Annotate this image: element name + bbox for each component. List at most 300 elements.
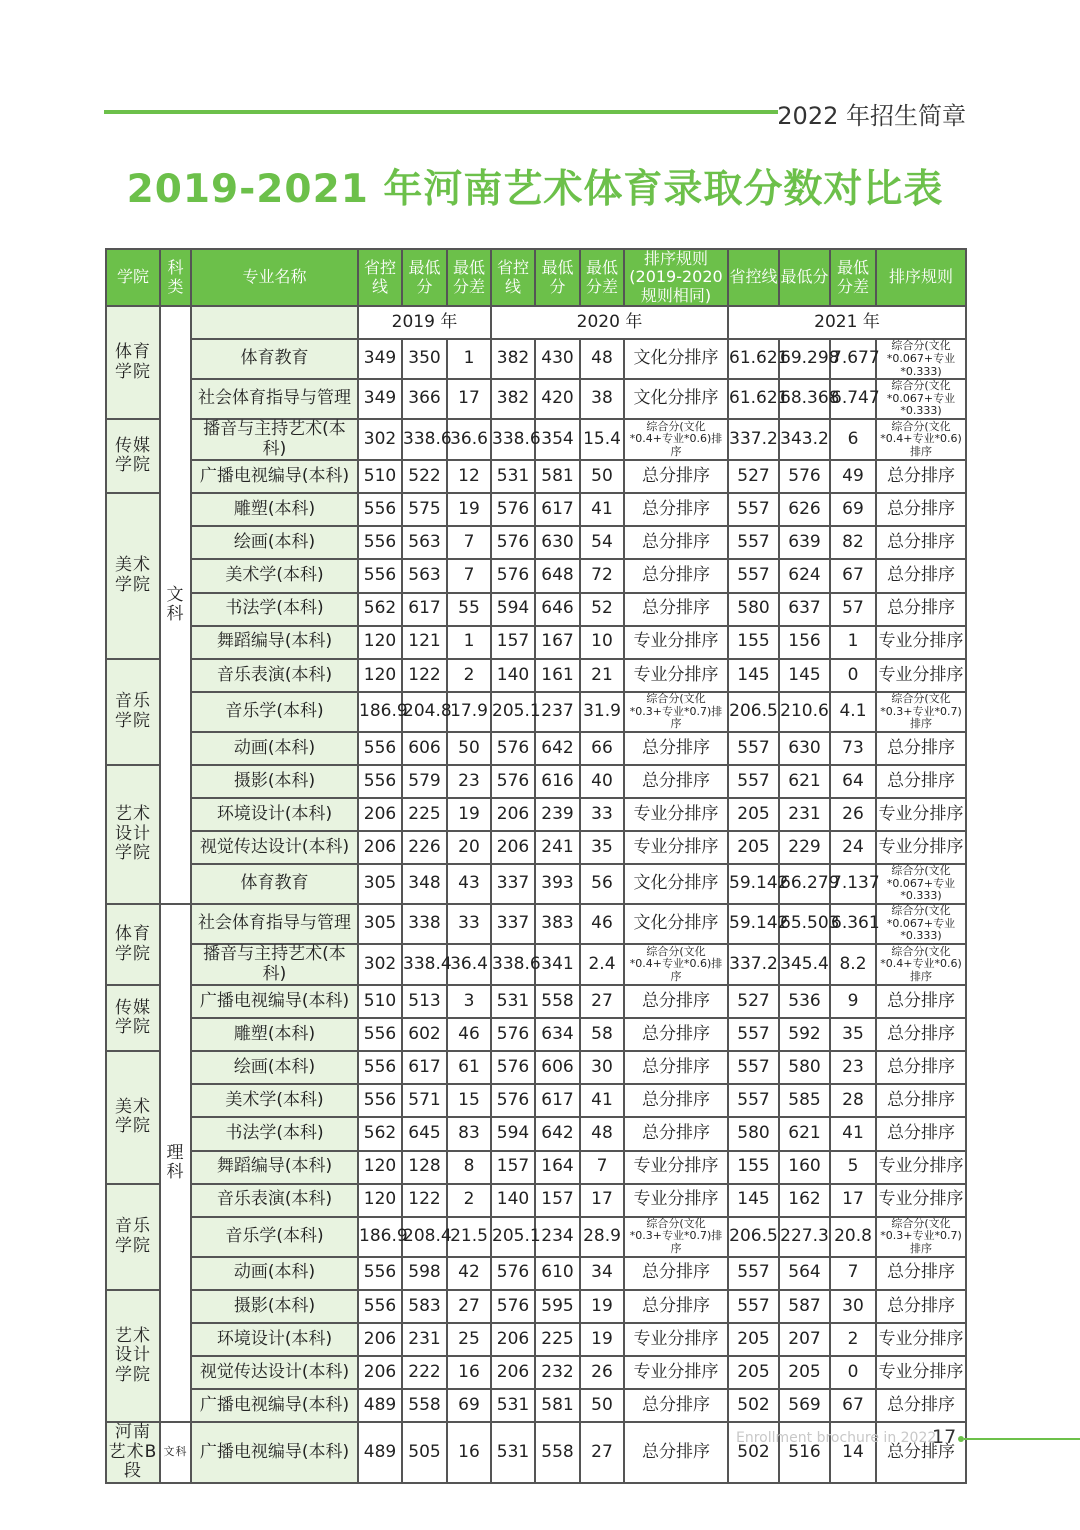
column-header: 专业名称 — [191, 249, 358, 306]
major-name: 音乐学(本科) — [191, 1217, 358, 1257]
min-score: 580 — [779, 1051, 830, 1084]
sort-rule: 总分排序 — [624, 593, 728, 626]
sort-rule: 总分排序 — [624, 1257, 728, 1290]
min-score: 121 — [402, 626, 447, 659]
sort-rule: 总分排序 — [876, 1422, 966, 1483]
major-name: 美术学(本科) — [191, 1084, 358, 1117]
control-line: 59.142 — [728, 904, 779, 944]
category-cell: 文科 — [160, 1422, 191, 1483]
min-score: 226 — [402, 831, 447, 864]
min-score: 575 — [402, 493, 447, 526]
column-header: 省控线 — [728, 249, 779, 306]
major-name: 体育教育 — [191, 864, 358, 904]
table-row — [106, 1051, 966, 1084]
control-line: 594 — [491, 1117, 535, 1150]
control-line: 120 — [358, 1151, 402, 1184]
min-diff: 8 — [447, 1151, 491, 1184]
sort-rule: 总分排序 — [876, 1051, 966, 1084]
sort-rule: 总分排序 — [624, 1422, 728, 1483]
sort-rule: 总分排序 — [876, 493, 966, 526]
min-score: 617 — [535, 1084, 580, 1117]
control-line: 576 — [491, 1257, 535, 1290]
control-line: 556 — [358, 1084, 402, 1117]
min-diff: 14 — [830, 1422, 876, 1483]
control-line: 205 — [728, 798, 779, 831]
control-line: 576 — [491, 1290, 535, 1323]
min-diff: 58 — [580, 1018, 624, 1051]
min-score: 536 — [779, 985, 830, 1018]
control-line: 206 — [491, 831, 535, 864]
min-score: 585 — [779, 1084, 830, 1117]
min-diff: 50 — [580, 1389, 624, 1422]
min-diff: 6.361 — [830, 904, 876, 944]
control-line: 556 — [358, 765, 402, 798]
column-header: 最低分 — [402, 249, 447, 306]
control-line: 206 — [358, 798, 402, 831]
table-row — [106, 593, 966, 626]
min-diff: 42 — [447, 1257, 491, 1290]
min-diff: 82 — [830, 526, 876, 559]
min-diff: 1 — [830, 626, 876, 659]
min-diff: 21.5 — [447, 1217, 491, 1257]
min-score: 239 — [535, 798, 580, 831]
year-row — [106, 306, 966, 339]
sort-rule: 总分排序 — [624, 460, 728, 493]
control-line: 557 — [728, 1257, 779, 1290]
min-diff: 27 — [580, 985, 624, 1018]
min-score: 617 — [402, 593, 447, 626]
min-score: 207 — [779, 1323, 830, 1356]
sort-rule: 专业分排序 — [876, 1323, 966, 1356]
major-name: 雕塑(本科) — [191, 493, 358, 526]
sort-rule: 总分排序 — [624, 765, 728, 798]
control-line: 557 — [728, 1084, 779, 1117]
control-line: 557 — [728, 559, 779, 592]
control-line: 576 — [491, 1084, 535, 1117]
min-score: 610 — [535, 1257, 580, 1290]
min-score: 345.4 — [779, 944, 830, 985]
min-diff: 17 — [447, 379, 491, 419]
footer-rule — [964, 1438, 1080, 1440]
sort-rule: 总分排序 — [876, 1018, 966, 1051]
sort-rule: 文化分排序 — [624, 379, 728, 419]
sort-rule: 总分排序 — [876, 559, 966, 592]
min-diff: 66 — [580, 732, 624, 765]
major-name: 播音与主持艺术(本科) — [191, 944, 358, 985]
table-row — [106, 1018, 966, 1051]
control-line: 557 — [728, 1051, 779, 1084]
major-name: 环境设计(本科) — [191, 798, 358, 831]
major-name: 广播电视编导(本科) — [191, 460, 358, 493]
min-diff: 43 — [447, 864, 491, 904]
min-diff: 16 — [447, 1356, 491, 1389]
college-cell: 音乐学院 — [106, 1184, 160, 1290]
control-line: 145 — [728, 1184, 779, 1217]
sort-rule: 总分排序 — [624, 1018, 728, 1051]
major-name: 社会体育指导与管理 — [191, 379, 358, 419]
sort-rule: 总分排序 — [624, 1051, 728, 1084]
min-score: 592 — [779, 1018, 830, 1051]
min-score: 630 — [535, 526, 580, 559]
min-diff: 2.4 — [580, 944, 624, 985]
min-diff: 19 — [447, 493, 491, 526]
min-score: 167 — [535, 626, 580, 659]
control-line: 205 — [728, 831, 779, 864]
sort-rule: 综合分(文化*0.067+专业*0.333) — [876, 379, 966, 419]
min-diff: 30 — [830, 1290, 876, 1323]
table-row — [106, 626, 966, 659]
min-score: 505 — [402, 1422, 447, 1483]
control-line: 557 — [728, 526, 779, 559]
sort-rule: 总分排序 — [624, 1084, 728, 1117]
sort-rule: 总分排序 — [624, 1117, 728, 1150]
min-score: 157 — [535, 1184, 580, 1217]
college-cell: 音乐学院 — [106, 659, 160, 765]
min-score: 626 — [779, 493, 830, 526]
college-cell: 美术学院 — [106, 1051, 160, 1183]
min-diff: 83 — [447, 1117, 491, 1150]
major-name: 书法学(本科) — [191, 593, 358, 626]
min-diff: 7 — [580, 1151, 624, 1184]
min-score: 558 — [402, 1389, 447, 1422]
control-line: 557 — [728, 732, 779, 765]
control-line: 556 — [358, 1257, 402, 1290]
control-line: 337 — [491, 904, 535, 944]
sort-rule: 专业分排序 — [624, 1356, 728, 1389]
college-cell: 体育学院 — [106, 904, 160, 985]
table-row — [106, 1217, 966, 1257]
major-name: 舞蹈编导(本科) — [191, 1151, 358, 1184]
college-cell: 体育学院 — [106, 306, 160, 419]
control-line: 531 — [491, 985, 535, 1018]
column-header: 省控线 — [491, 249, 535, 306]
category-cell: 文科 — [160, 306, 191, 904]
control-line: 382 — [491, 379, 535, 419]
major-name: 音乐表演(本科) — [191, 659, 358, 692]
sort-rule: 总分排序 — [876, 1290, 966, 1323]
control-line: 562 — [358, 1117, 402, 1150]
score-table — [105, 248, 967, 1484]
min-diff: 23 — [830, 1051, 876, 1084]
min-score: 232 — [535, 1356, 580, 1389]
sort-rule: 总分排序 — [876, 593, 966, 626]
min-score: 68.368 — [779, 379, 830, 419]
min-diff: 15 — [447, 1084, 491, 1117]
min-score: 581 — [535, 1389, 580, 1422]
control-line: 145 — [728, 659, 779, 692]
sort-rule: 总分排序 — [876, 1117, 966, 1150]
sort-rule: 综合分(文化*0.4+专业*0.6)排序 — [624, 419, 728, 460]
min-score: 128 — [402, 1151, 447, 1184]
min-score: 595 — [535, 1290, 580, 1323]
min-diff: 54 — [580, 526, 624, 559]
control-line: 305 — [358, 904, 402, 944]
control-line: 580 — [728, 593, 779, 626]
blank-cell — [191, 306, 358, 339]
min-score: 606 — [535, 1051, 580, 1084]
min-score: 598 — [402, 1257, 447, 1290]
min-score: 646 — [535, 593, 580, 626]
min-diff: 50 — [447, 732, 491, 765]
control-line: 349 — [358, 339, 402, 379]
control-line: 205.1 — [491, 692, 535, 732]
min-score: 617 — [402, 1051, 447, 1084]
min-score: 341 — [535, 944, 580, 985]
min-score: 621 — [779, 1117, 830, 1150]
control-line: 157 — [491, 1151, 535, 1184]
sort-rule: 综合分(文化*0.3+专业*0.7)排序 — [624, 1217, 728, 1257]
page-title: 2019-2021 年河南艺术体育录取分数对比表 — [126, 167, 944, 212]
table-row — [106, 1151, 966, 1184]
control-line: 489 — [358, 1389, 402, 1422]
control-line: 531 — [491, 460, 535, 493]
control-line: 302 — [358, 944, 402, 985]
table-row — [106, 1184, 966, 1217]
table-row — [106, 904, 966, 944]
table-row — [106, 1356, 966, 1389]
table-row — [106, 1323, 966, 1356]
control-line: 206.5 — [728, 1217, 779, 1257]
year-label: 2021 年 — [728, 306, 966, 339]
min-score: 569 — [779, 1389, 830, 1422]
min-diff: 0 — [830, 1356, 876, 1389]
control-line: 338.6 — [491, 419, 535, 460]
sort-rule: 综合分(文化*0.4+专业*0.6)排序 — [876, 944, 966, 985]
min-score: 227.3 — [779, 1217, 830, 1257]
min-score: 624 — [779, 559, 830, 592]
control-line: 206 — [358, 831, 402, 864]
min-diff: 36.6 — [447, 419, 491, 460]
column-header: 学院 — [106, 249, 160, 306]
college-cell: 美术学院 — [106, 493, 160, 658]
min-score: 237 — [535, 692, 580, 732]
control-line: 155 — [728, 626, 779, 659]
control-line: 510 — [358, 985, 402, 1018]
min-score: 204.8 — [402, 692, 447, 732]
min-diff: 27 — [580, 1422, 624, 1483]
control-line: 576 — [491, 559, 535, 592]
min-diff: 52 — [580, 593, 624, 626]
control-line: 580 — [728, 1117, 779, 1150]
sort-rule: 总分排序 — [876, 985, 966, 1018]
sort-rule: 专业分排序 — [624, 1184, 728, 1217]
control-line: 510 — [358, 460, 402, 493]
min-diff: 24 — [830, 831, 876, 864]
major-name: 绘画(本科) — [191, 526, 358, 559]
table-row — [106, 692, 966, 732]
control-line: 527 — [728, 460, 779, 493]
min-diff: 57 — [830, 593, 876, 626]
sort-rule: 综合分(文化*0.3+专业*0.7)排序 — [876, 1217, 966, 1257]
min-score: 162 — [779, 1184, 830, 1217]
min-diff: 3 — [447, 985, 491, 1018]
major-name: 绘画(本科) — [191, 1051, 358, 1084]
sort-rule: 总分排序 — [876, 1257, 966, 1290]
min-score: 210.6 — [779, 692, 830, 732]
control-line: 186.9 — [358, 1217, 402, 1257]
min-score: 338.4 — [402, 944, 447, 985]
sort-rule: 总分排序 — [624, 732, 728, 765]
min-score: 348 — [402, 864, 447, 904]
control-line: 61.621 — [728, 379, 779, 419]
min-score: 338 — [402, 904, 447, 944]
control-line: 382 — [491, 339, 535, 379]
sort-rule: 专业分排序 — [876, 798, 966, 831]
table-row — [106, 493, 966, 526]
min-diff: 21 — [580, 659, 624, 692]
control-line: 557 — [728, 1290, 779, 1323]
major-name: 舞蹈编导(本科) — [191, 626, 358, 659]
control-line: 205 — [728, 1356, 779, 1389]
major-name: 社会体育指导与管理 — [191, 904, 358, 944]
major-name: 书法学(本科) — [191, 1117, 358, 1150]
control-line: 206 — [491, 798, 535, 831]
min-score: 393 — [535, 864, 580, 904]
control-line: 557 — [728, 493, 779, 526]
sort-rule: 专业分排序 — [624, 1151, 728, 1184]
control-line: 576 — [491, 526, 535, 559]
control-line: 305 — [358, 864, 402, 904]
sort-rule: 专业分排序 — [876, 626, 966, 659]
table-header-row — [106, 249, 966, 306]
min-diff: 27 — [447, 1290, 491, 1323]
sort-rule: 总分排序 — [624, 559, 728, 592]
min-diff: 41 — [580, 493, 624, 526]
min-score: 637 — [779, 593, 830, 626]
min-score: 516 — [779, 1422, 830, 1483]
min-diff: 28.9 — [580, 1217, 624, 1257]
category-cell: 理科 — [160, 904, 191, 1422]
table-row — [106, 419, 966, 460]
min-score: 513 — [402, 985, 447, 1018]
major-name: 视觉传达设计(本科) — [191, 1356, 358, 1389]
min-diff: 16 — [447, 1422, 491, 1483]
control-line: 206.5 — [728, 692, 779, 732]
sort-rule: 总分排序 — [876, 732, 966, 765]
table-row — [106, 1257, 966, 1290]
table-row — [106, 559, 966, 592]
min-score: 581 — [535, 460, 580, 493]
control-line: 302 — [358, 419, 402, 460]
min-score: 642 — [535, 732, 580, 765]
sort-rule: 总分排序 — [624, 493, 728, 526]
table-row — [106, 339, 966, 379]
table-row — [106, 659, 966, 692]
min-score: 231 — [402, 1323, 447, 1356]
min-diff: 7.137 — [830, 864, 876, 904]
sort-rule: 专业分排序 — [876, 831, 966, 864]
sort-rule: 综合分(文化*0.4+专业*0.6)排序 — [876, 419, 966, 460]
min-score: 576 — [779, 460, 830, 493]
college-cell: 传媒学院 — [106, 419, 160, 493]
min-diff: 2 — [830, 1323, 876, 1356]
min-diff: 26 — [830, 798, 876, 831]
min-diff: 2 — [447, 659, 491, 692]
min-diff: 17 — [580, 1184, 624, 1217]
control-line: 556 — [358, 1018, 402, 1051]
min-score: 579 — [402, 765, 447, 798]
min-score: 571 — [402, 1084, 447, 1117]
table-row — [106, 732, 966, 765]
min-diff: 20.8 — [830, 1217, 876, 1257]
control-line: 155 — [728, 1151, 779, 1184]
min-score: 231 — [779, 798, 830, 831]
min-score: 587 — [779, 1290, 830, 1323]
min-score: 558 — [535, 1422, 580, 1483]
sort-rule: 专业分排序 — [624, 659, 728, 692]
control-line: 556 — [358, 493, 402, 526]
min-diff: 48 — [580, 1117, 624, 1150]
min-score: 630 — [779, 732, 830, 765]
control-line: 337 — [491, 864, 535, 904]
min-diff: 38 — [580, 379, 624, 419]
min-diff: 12 — [447, 460, 491, 493]
brochure-title: 2022 年招生简章 — [777, 102, 966, 130]
min-diff: 49 — [830, 460, 876, 493]
sort-rule: 专业分排序 — [624, 626, 728, 659]
sort-rule: 专业分排序 — [876, 659, 966, 692]
major-name: 音乐表演(本科) — [191, 1184, 358, 1217]
min-diff: 41 — [580, 1084, 624, 1117]
sort-rule: 专业分排序 — [876, 1184, 966, 1217]
control-line: 556 — [358, 1051, 402, 1084]
min-score: 205 — [779, 1356, 830, 1389]
min-diff: 34 — [580, 1257, 624, 1290]
min-score: 234 — [535, 1217, 580, 1257]
min-diff: 19 — [580, 1290, 624, 1323]
min-diff: 2 — [447, 1184, 491, 1217]
sort-rule: 专业分排序 — [624, 1323, 728, 1356]
min-diff: 61 — [447, 1051, 491, 1084]
min-score: 164 — [535, 1151, 580, 1184]
sort-rule: 综合分(文化*0.067+专业*0.333) — [876, 904, 966, 944]
major-name: 动画(本科) — [191, 732, 358, 765]
min-diff: 35 — [830, 1018, 876, 1051]
min-diff: 7.677 — [830, 339, 876, 379]
control-line: 337.2 — [728, 419, 779, 460]
major-name: 美术学(本科) — [191, 559, 358, 592]
control-line: 527 — [728, 985, 779, 1018]
min-diff: 6 — [830, 419, 876, 460]
major-name: 动画(本科) — [191, 1257, 358, 1290]
min-score: 66.279 — [779, 864, 830, 904]
column-header: 排序规则 — [876, 249, 966, 306]
major-name: 体育教育 — [191, 339, 358, 379]
min-score: 225 — [402, 798, 447, 831]
min-score: 160 — [779, 1151, 830, 1184]
min-score: 161 — [535, 659, 580, 692]
min-diff: 20 — [447, 831, 491, 864]
min-score: 602 — [402, 1018, 447, 1051]
min-diff: 17 — [830, 1184, 876, 1217]
table-row — [106, 526, 966, 559]
column-header: 排序规则(2019-2020 规则相同) — [624, 249, 728, 306]
min-diff: 19 — [447, 798, 491, 831]
min-diff: 19 — [580, 1323, 624, 1356]
control-line: 205.1 — [491, 1217, 535, 1257]
min-diff: 33 — [447, 904, 491, 944]
column-header: 科类 — [160, 249, 191, 306]
major-name: 广播电视编导(本科) — [191, 985, 358, 1018]
control-line: 337.2 — [728, 944, 779, 985]
column-header: 最低分 — [779, 249, 830, 306]
sort-rule: 专业分排序 — [876, 1151, 966, 1184]
table-row — [106, 1117, 966, 1150]
min-score: 648 — [535, 559, 580, 592]
sort-rule: 总分排序 — [876, 1389, 966, 1422]
college-cell: 河南艺术B段 — [106, 1422, 160, 1483]
table-row — [106, 831, 966, 864]
